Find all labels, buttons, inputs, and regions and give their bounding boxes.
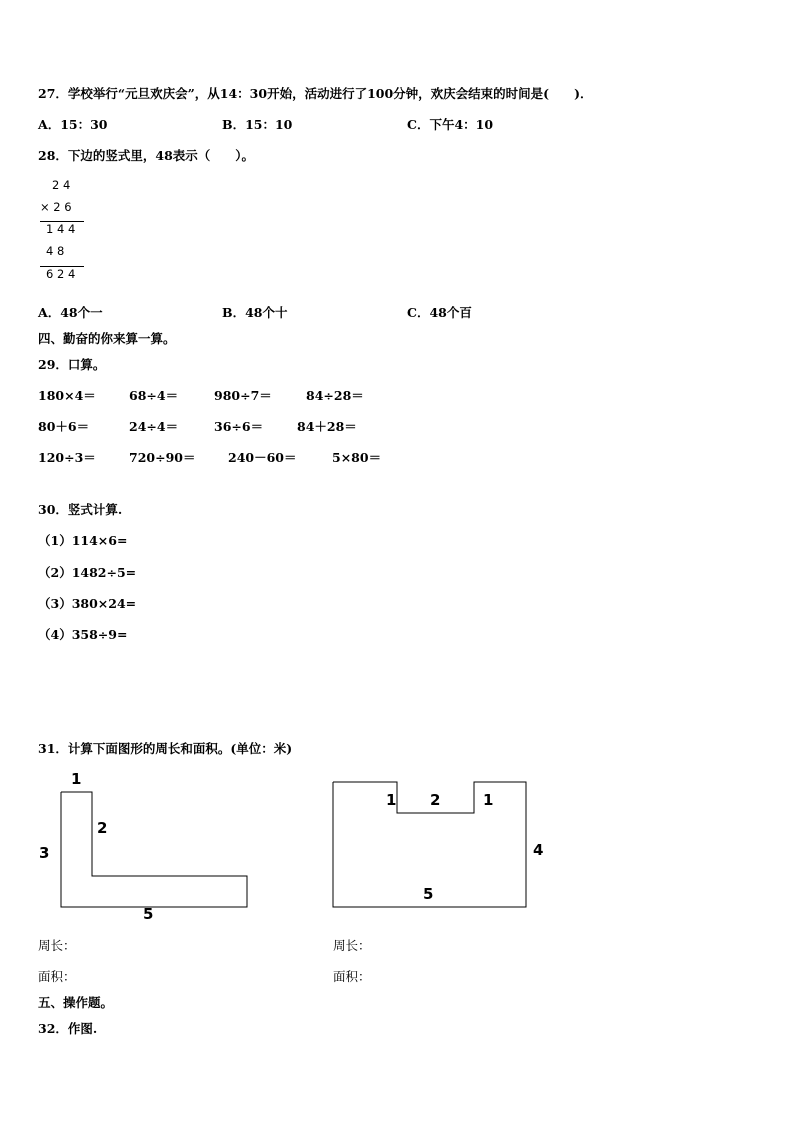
q29-stem: 29．口算。 <box>38 357 106 372</box>
fig2-label-notch-mid: 2 <box>430 791 441 809</box>
oral-calc-item: 240－60＝ <box>228 450 297 465</box>
vertical-calc-item: （2）1482÷5= <box>38 565 137 580</box>
oral-calc-item: 80＋6＝ <box>38 419 90 434</box>
fig2-perimeter-label: 周长： <box>333 938 371 953</box>
oral-calc-item: 84÷28＝ <box>306 388 364 403</box>
oral-calc-item: 5×80＝ <box>332 450 382 465</box>
fig2-area-label: 面积： <box>333 969 371 984</box>
q27-option-b: B．15：10 <box>222 117 293 132</box>
vertical-line-product: 6 2 4 <box>46 267 76 281</box>
vertical-line-multiplicand: 2 4 <box>52 178 71 192</box>
oral-calc-item: 24÷4＝ <box>129 419 179 434</box>
section-4-title: 四、勤奋的你来算一算。 <box>38 331 176 346</box>
fig2-label-notch-left: 1 <box>386 791 397 809</box>
q27-option-c: C．下午4：10 <box>407 117 494 132</box>
vertical-line-partial-1: 1 4 4 <box>46 222 76 236</box>
oral-calc-item: 720÷90＝ <box>129 450 196 465</box>
oral-calc-item: 68÷4＝ <box>129 388 179 403</box>
q28-stem: 28．下边的竖式里，48表示（ ）。 <box>38 148 255 163</box>
fig1-label-bottom: 5 <box>143 905 154 923</box>
q32-stem: 32．作图. <box>38 1021 98 1036</box>
q28-option-a: A．48个一 <box>38 305 103 320</box>
q28-option-c: C．48个百 <box>407 305 472 320</box>
vertical-line-partial-2: 4 8 <box>46 244 65 258</box>
vertical-calc-item: （1）114×6= <box>38 533 128 548</box>
fig1-perimeter-label: 周长： <box>38 938 76 953</box>
q31-stem: 31．计算下面图形的周长和面积。(单位：米) <box>38 741 293 756</box>
fig1-area-label: 面积： <box>38 969 76 984</box>
fig2-label-right: 4 <box>533 841 544 859</box>
oral-calc-item: 980÷7＝ <box>214 388 272 403</box>
fig1-label-left: 3 <box>39 844 50 862</box>
q27-stem: 27．学校举行“元旦欢庆会”，从14：30开始，活动进行了100分钟，欢庆会结束的时间是( )． <box>38 86 593 101</box>
fig1-label-top: 1 <box>71 770 82 788</box>
oral-calc-item: 84＋28＝ <box>297 419 357 434</box>
vertical-calc-item: （4）358÷9= <box>38 627 128 642</box>
q30-stem: 30．竖式计算. <box>38 502 123 517</box>
oral-calc-item: 120÷3＝ <box>38 450 96 465</box>
q28-option-b: B．48个十 <box>222 305 288 320</box>
oral-calc-item: 36÷6＝ <box>214 419 264 434</box>
q27-option-a: A．15：30 <box>38 117 108 132</box>
vertical-calc-item: （3）380×24= <box>38 596 137 611</box>
fig2-label-bottom: 5 <box>423 885 434 903</box>
fig2-label-notch-right: 1 <box>483 791 494 809</box>
fig1-label-inner: 2 <box>97 819 108 837</box>
oral-calc-item: 180×4＝ <box>38 388 96 403</box>
section-5-title: 五、操作题。 <box>38 995 114 1010</box>
vertical-line-multiplier: × 2 6 <box>40 200 72 214</box>
